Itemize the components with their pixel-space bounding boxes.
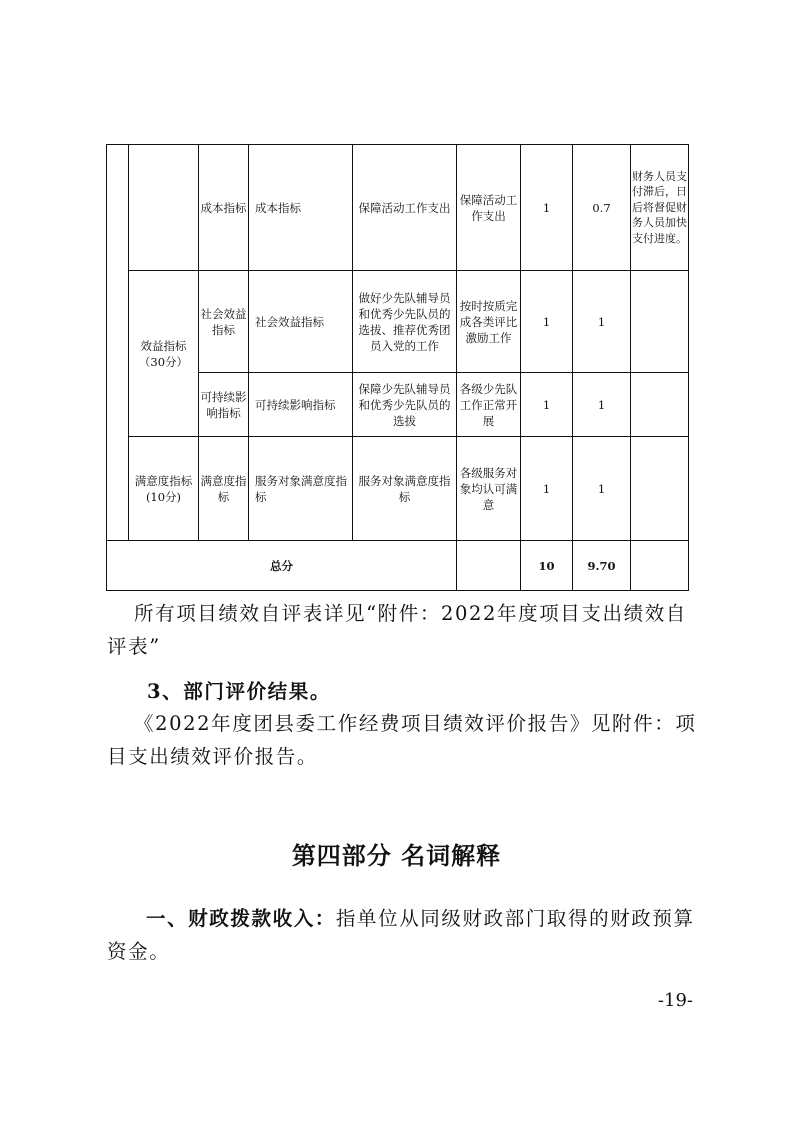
- paragraph-appendix-ref: 所有项目绩效自评表详见“附件：2022年度项目支出绩效自评表”: [107, 602, 687, 658]
- target-cell: 保障活动工作支出: [457, 145, 521, 271]
- table-row-social: [107, 271, 689, 373]
- total-empty-cell: [457, 541, 521, 591]
- note-cell: [631, 437, 689, 541]
- score-cell: 1: [573, 373, 631, 437]
- subcategory-cell: 满意度指标: [199, 437, 249, 541]
- benefit-category-cell: 效益指标（30分）: [129, 271, 199, 437]
- weight-cell: 1: [521, 145, 573, 271]
- paragraph-report-ref: 《2022年度团县委工作经费项目绩效评价报告》见附件：项目支出绩效评价报告。: [107, 712, 697, 768]
- indicator-cell: 成本指标: [249, 145, 353, 271]
- weight-cell: 1: [521, 373, 573, 437]
- section-title-dept-eval: 3、部门评价结果。: [147, 680, 331, 703]
- target-cell: 各级少先队工作正常开展: [457, 373, 521, 437]
- target-cell: 按时按质完成各类评比激励工作: [457, 271, 521, 373]
- satisfaction-category-cell: 满意度指标(10分): [129, 437, 199, 541]
- term-definition-paragraph: [107, 902, 697, 968]
- outer-category-cell: [107, 145, 129, 541]
- term-definition: 指单位从同级财政部门取得的财政预算资金。: [107, 907, 695, 963]
- total-note-cell: [631, 541, 689, 591]
- subcategory-cell: 成本指标: [199, 145, 249, 271]
- total-score-cell: 9.70: [573, 541, 631, 591]
- note-cell: 财务人员支付滞后，日后将督促财务人员加快支付进度。: [631, 145, 689, 271]
- total-weight-cell: 10: [521, 541, 573, 591]
- subcategory-cell: 可持续影响指标: [199, 373, 249, 437]
- note-cell: [631, 271, 689, 373]
- content-cell: 做好少先队辅导员和优秀少先队员的选拔、推荐优秀团员入党的工作: [353, 271, 457, 373]
- score-cell: 0.7: [573, 145, 631, 271]
- table-row-cost: [107, 145, 689, 271]
- page-number: -19-: [657, 990, 693, 1011]
- target-cell: 各级服务对象均认可满意: [457, 437, 521, 541]
- term-label: 一、财政拨款收入：: [146, 907, 336, 930]
- table-row-satisfaction: [107, 437, 689, 541]
- total-label-cell: 总分: [107, 541, 457, 591]
- score-cell: 1: [573, 271, 631, 373]
- table-row-total: [107, 541, 689, 591]
- indicator-cell: 可持续影响指标: [249, 373, 353, 437]
- category-cell-empty: [129, 145, 199, 271]
- content-cell: 保障少先队辅导员和优秀少先队员的选拔: [353, 373, 457, 437]
- content-cell: 服务对象满意度指标: [353, 437, 457, 541]
- indicator-cell: 社会效益指标: [249, 271, 353, 373]
- score-cell: 1: [573, 437, 631, 541]
- subcategory-cell: 社会效益指标: [199, 271, 249, 373]
- weight-cell: 1: [521, 271, 573, 373]
- note-cell: [631, 373, 689, 437]
- content-cell: 保障活动工作支出: [353, 145, 457, 271]
- section-heading: 第四部分 名词解释: [291, 841, 502, 870]
- weight-cell: 1: [521, 437, 573, 541]
- performance-table: [106, 144, 689, 591]
- indicator-cell: 服务对象满意度指标: [249, 437, 353, 541]
